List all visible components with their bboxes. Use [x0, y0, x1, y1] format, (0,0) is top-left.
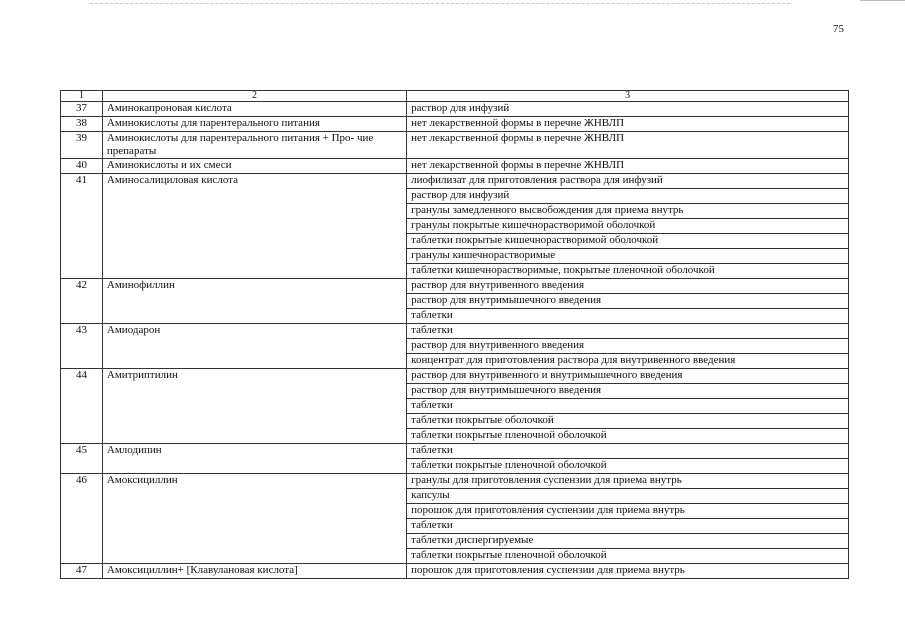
drug-name: Аминокислоты для парентерального питания: [102, 117, 406, 132]
row-number: 39: [61, 132, 103, 159]
dosage-form: раствор для инфузий: [407, 189, 849, 204]
dosage-form: нет лекарственной формы в перечне ЖНВЛП: [407, 159, 849, 174]
table-body: [61, 91, 849, 579]
dosage-form: гранулы покрытые кишечнорастворимой оболочкой: [407, 219, 849, 234]
column-header-3: 3: [407, 91, 849, 102]
drug-name: Аминокислоты для парентерального питания + Про- чие препараты: [102, 132, 406, 159]
scan-artifact-line: [860, 0, 905, 1]
dosage-form: гранулы для приготовления суспензии для приема внутрь: [407, 474, 849, 489]
row-number: 47: [61, 564, 103, 579]
dosage-form: таблетки: [407, 399, 849, 414]
row-number: 44: [61, 369, 103, 444]
drug-name: Аминосалициловая кислота: [102, 174, 406, 279]
table-row: [61, 474, 849, 489]
drug-name: Амоксициллин+ [Клавулановая кислота]: [102, 564, 406, 579]
dosage-form: лиофилизат для приготовления раствора для инфузий: [407, 174, 849, 189]
dosage-form: таблетки: [407, 519, 849, 534]
row-number: 37: [61, 102, 103, 117]
table-row: [61, 279, 849, 294]
table-row: [61, 174, 849, 189]
drug-name: Аминокислоты и их смеси: [102, 159, 406, 174]
dosage-form: нет лекарственной формы в перечне ЖНВЛП: [407, 132, 849, 159]
dosage-form: таблетки: [407, 444, 849, 459]
column-header-1: 1: [61, 91, 103, 102]
dosage-form: таблетки покрытые пленочной оболочкой: [407, 549, 849, 564]
drug-name: Амиодарон: [102, 324, 406, 369]
drug-name: Амлодипин: [102, 444, 406, 474]
page-number: 75: [833, 23, 844, 35]
row-number: 43: [61, 324, 103, 369]
dosage-form: раствор для внутримышечного введения: [407, 294, 849, 309]
row-number: 45: [61, 444, 103, 474]
row-number: 46: [61, 474, 103, 564]
table-row: [61, 564, 849, 579]
row-number: 38: [61, 117, 103, 132]
table-row: [61, 369, 849, 384]
scan-artifact-line: [90, 3, 790, 4]
dosage-form: раствор для внутривенного и внутримышечного введения: [407, 369, 849, 384]
dosage-form: порошок для приготовления суспензии для приема внутрь: [407, 564, 849, 579]
dosage-form: таблетки покрытые оболочкой: [407, 414, 849, 429]
table-row: [61, 102, 849, 117]
dosage-form: таблетки диспергируемые: [407, 534, 849, 549]
dosage-form: раствор для инфузий: [407, 102, 849, 117]
table-row: [61, 159, 849, 174]
dosage-form: раствор для внутривенного введения: [407, 339, 849, 354]
dosage-form: капсулы: [407, 489, 849, 504]
dosage-form: таблетки: [407, 324, 849, 339]
dosage-form: таблетки покрытые пленочной оболочкой: [407, 459, 849, 474]
column-number-row: [61, 91, 849, 102]
dosage-form: гранулы кишечнорастворимые: [407, 249, 849, 264]
dosage-form: таблетки: [407, 309, 849, 324]
dosage-form: гранулы замедленного высвобождения для приема внутрь: [407, 204, 849, 219]
drug-name: Амитриптилин: [102, 369, 406, 444]
row-number: 40: [61, 159, 103, 174]
dosage-form: таблетки покрытые кишечнорастворимой оболочкой: [407, 234, 849, 249]
dosage-form: таблетки покрытые пленочной оболочкой: [407, 429, 849, 444]
table-row: [61, 324, 849, 339]
row-number: 41: [61, 174, 103, 279]
drug-name: Амоксициллин: [102, 474, 406, 564]
column-header-2: 2: [102, 91, 406, 102]
row-number: 42: [61, 279, 103, 324]
table-row: [61, 132, 849, 159]
dosage-form: таблетки кишечнорастворимые, покрытые пленочной оболочкой: [407, 264, 849, 279]
dosage-form: нет лекарственной формы в перечне ЖНВЛП: [407, 117, 849, 132]
table-row: [61, 117, 849, 132]
dosage-form: порошок для приготовления суспензии для приема внутрь: [407, 504, 849, 519]
dosage-form: раствор для внутривенного введения: [407, 279, 849, 294]
drug-forms-table: [60, 90, 849, 579]
dosage-form: раствор для внутримышечного введения: [407, 384, 849, 399]
table-row: [61, 444, 849, 459]
drug-name: Аминофиллин: [102, 279, 406, 324]
drug-name: Аминокапроновая кислота: [102, 102, 406, 117]
dosage-form: концентрат для приготовления раствора для внутривенного введения: [407, 354, 849, 369]
